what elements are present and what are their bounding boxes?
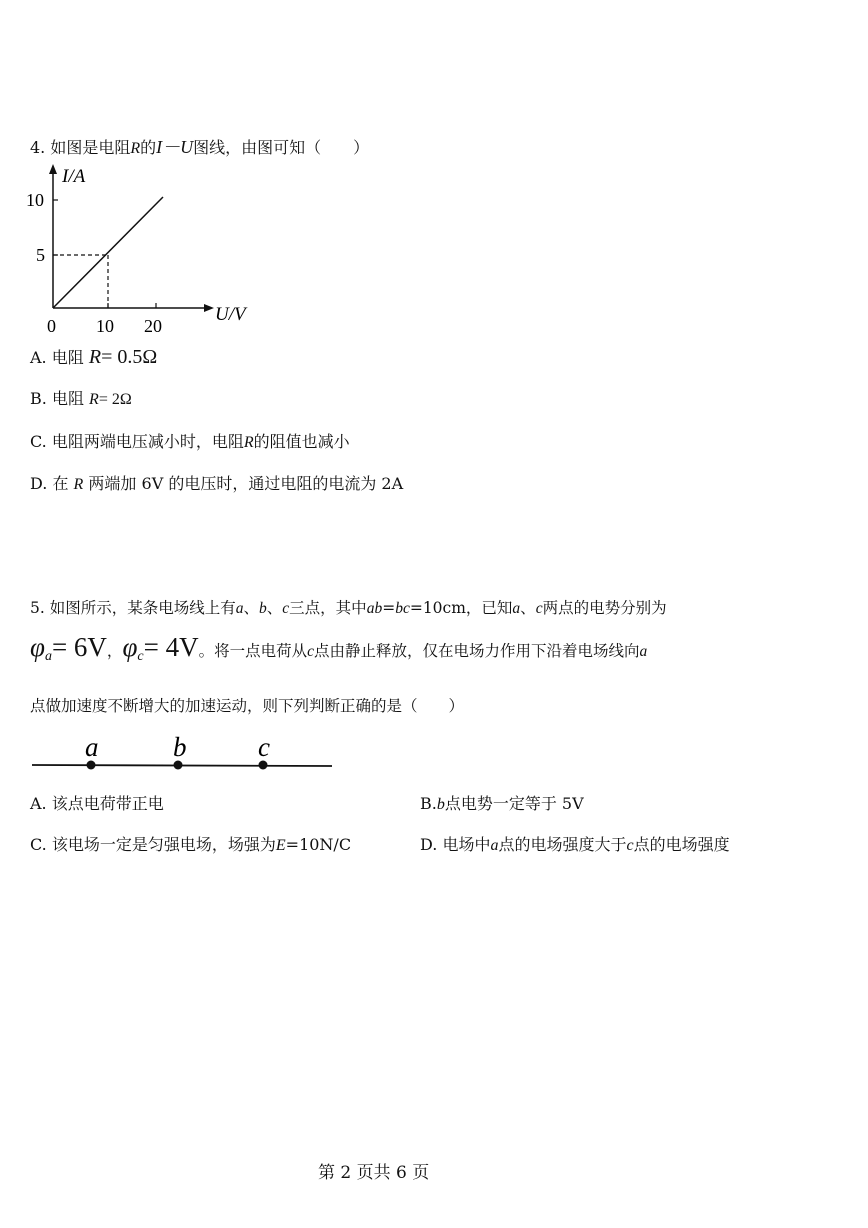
origin-label: 0 <box>47 316 56 336</box>
phi-a: φ <box>30 632 45 662</box>
y-tick-5: 5 <box>36 245 45 265</box>
q5-option-c[interactable]: C. 该电场一定是匀强电场，场强为E=10N/C <box>30 835 352 854</box>
q4-number: 4. <box>30 138 46 157</box>
q5-option-a[interactable]: A. 该点电荷带正电 <box>30 794 164 813</box>
q4-option-a[interactable]: A. 电阻 R= 0.5Ω <box>30 346 158 368</box>
q5-stem-line2: $\varphi_a= 6V$，$\varphi_c= 4V$。将一点电荷从c点由静止释放，仅在电场力作用下沿着电场线向a <box>30 632 648 665</box>
label-b: b <box>173 732 187 762</box>
field-line-diagram <box>30 730 340 776</box>
q5-number: 5. <box>30 599 45 617</box>
page-footer: 第 2 页共 6 页 <box>318 1163 430 1183</box>
y-axis-label: I/A <box>62 166 86 187</box>
x-axis-label: U/V <box>215 304 246 325</box>
q5-stem-line3: 点做加速度不断增大的加速运动，则下列判断正确的是（ ） <box>30 697 465 715</box>
iu-graph <box>22 160 272 340</box>
x-tick-10: 10 <box>96 316 114 336</box>
q4-option-d[interactable]: D. 在 R 两端加 6V 的电压时，通过电阻的电流为 2A <box>30 474 404 493</box>
label-a: a <box>85 732 99 762</box>
q5-stem-line1: 5. 如图所示，某条电场线上有a、b、c三点，其中ab=bc=10cm，已知a、c两点的电势分别为 <box>30 599 667 617</box>
q4-option-c[interactable]: C. 电阻两端电压减小时，电阻R的阻值也减小 <box>30 432 350 451</box>
x-axis-arrow <box>204 304 214 312</box>
x-tick-20: 20 <box>144 316 162 336</box>
y-axis-arrow <box>49 164 57 174</box>
q5-option-d[interactable]: D. 电场中a点的电场强度大于c点的电场强度 <box>420 835 730 854</box>
q4-stem: 4. 如图是电阻R的I－U图线，由图可知（ ） <box>30 137 370 157</box>
label-c: c <box>258 732 270 762</box>
phi-c: φ <box>122 632 138 662</box>
q5-option-b[interactable]: B.b点电势一定等于 5V <box>420 794 584 813</box>
y-tick-10: 10 <box>26 190 44 210</box>
q4-option-b[interactable]: B. 电阻 R= 2Ω <box>30 389 132 408</box>
